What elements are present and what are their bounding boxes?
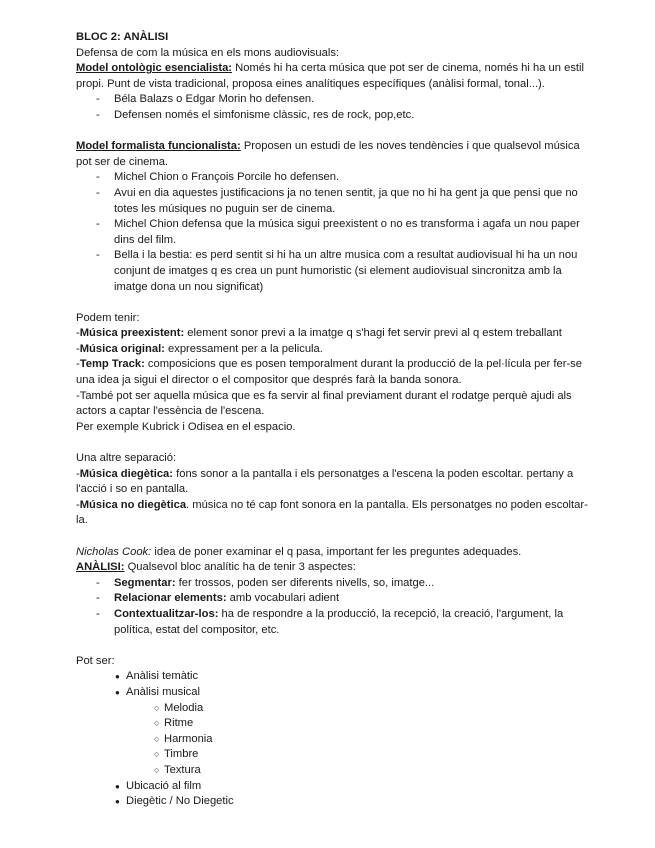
options-list-2 [76, 779, 596, 810]
list-item: - Relacionar elements: amb vocabulari adient [76, 591, 596, 607]
cook-name: Nicholas Cook: [76, 545, 152, 558]
types-intro: Podem tenir: [76, 311, 140, 324]
separation-entry: -Música no diegètica. música no té cap font sonora en la pantalla. Els personatges no poden escoltar-la. [76, 498, 588, 527]
list-item: ● Anàlisi temàtic [76, 669, 596, 685]
type-entry: -Música original: expressament per a la pelicula. [76, 342, 323, 355]
musical-sublist [76, 701, 596, 779]
list-item: - Defensen només el simfonisme clàssic, res de rock, pop,etc. [76, 108, 596, 124]
formalist-list [76, 170, 596, 295]
document-page [76, 30, 596, 810]
list-item: - Segmentar: fer trossos, poden ser diferents nivells, so, imatge... [76, 576, 596, 592]
list-item: ○ Ritme [76, 716, 596, 732]
list-item: ○ Harmonia [76, 732, 596, 748]
essentialist-list [76, 92, 596, 123]
analysis-heading: ANÀLISI: [76, 561, 125, 574]
document-title: BLOC 2: ANÀLISI [76, 31, 169, 43]
essentialist-text: Només hi ha certa música que pot ser de cinema, només hi ha un estil propi. Punt de vista tradicional, proposa eines analítiques específiques (anàlisi formal, tonal...). [76, 62, 584, 90]
list-item: ○ Timbre [76, 747, 596, 763]
type-label: Música preexistent: [79, 327, 185, 340]
cook-paragraph: Nicholas Cook: idea de poner examinar el q pasa, important fer les preguntes adequades. [76, 545, 522, 558]
list-item: - Michel Chion defensa que la música sigui preexistent o no es transforma i agafa un nou paper dins del film. [76, 217, 596, 248]
list-item: - Michel Chion o François Porcile ho defensen. [76, 170, 596, 186]
analysis-paragraph: ANÀLISI: Qualsevol bloc analític ha de tenir 3 aspectes: [76, 561, 356, 574]
list-item: - Bella i la bestia: es perd sentit si hi ha un altre musica com a resultat audiovisual hi ha un nou conjunt de imatges q es crea un punt humoristic (si element audiovisual sincronitza amb la imatge dona un nou significat) [76, 248, 596, 295]
list-item: ○ Textura [76, 763, 596, 779]
formalist-text: Proposen un estudi de les noves tendències i que qualsevol música pot ser de cinema. [76, 140, 580, 168]
list-item: ● Diegètic / No Diegetic [76, 794, 596, 810]
list-item: ● Anàlisi musical [76, 685, 596, 701]
options-intro: Pot ser: [76, 654, 115, 667]
separation-intro: Una altre separació: [76, 452, 177, 465]
options-list [76, 669, 596, 700]
essentialist-paragraph [76, 61, 596, 92]
separation-label: Música diegètica: [79, 467, 173, 480]
formalist-paragraph [76, 139, 596, 170]
types-example: Per exemple Kubrick i Odisea en el espacio. [76, 420, 296, 433]
list-item: ○ Melodia [76, 701, 596, 717]
type-entry: -Temp Track: composicions que es posen temporalment durant la producció de la pel·lícula per fer-se una idea ja sigui el director o el compositor que després farà la banda sonora. [76, 358, 582, 387]
analysis-list [76, 576, 596, 638]
essentialist-heading: Model ontològic esencialista: [76, 62, 233, 75]
type-label: Música original: [79, 342, 165, 355]
list-item: ● Ubicació al film [76, 779, 596, 795]
type-entry: -Música preexistent: element sonor previ a la imatge q s'hagi fet servir previ al q estem treballant [76, 327, 562, 340]
type-label: Temp Track: [79, 358, 145, 371]
intro-text: Defensa de com la música en els mons audiovisuals: [76, 46, 340, 59]
formalist-heading: Model formalista funcionalista: [76, 140, 241, 153]
separation-label: Música no diegètica [79, 498, 187, 511]
types-extra: -També pot ser aquella música que es fa servir al final previament durant el rodatge perquè ajudi als actors a captar l'essència de l'escena. [76, 389, 572, 418]
list-item: - Contextualitzar-los: ha de respondre a la producció, la recepció, la creació, l'argument, la política, estat del compositor, etc. [76, 607, 596, 638]
list-item: - Avui en dia aquestes justificacions ja no tenen sentit, ja que no hi ha gent ja que pensi que no totes les músiques no puguin ser de cinema. [76, 186, 596, 217]
separation-entry: -Música diegètica: fons sonor a la pantalla i els personatges a l'escena la poden escoltar. pertany a l'acció i so en pantalla. [76, 467, 574, 496]
list-item: - Béla Balazs o Edgar Morin ho defensen. [76, 92, 596, 108]
